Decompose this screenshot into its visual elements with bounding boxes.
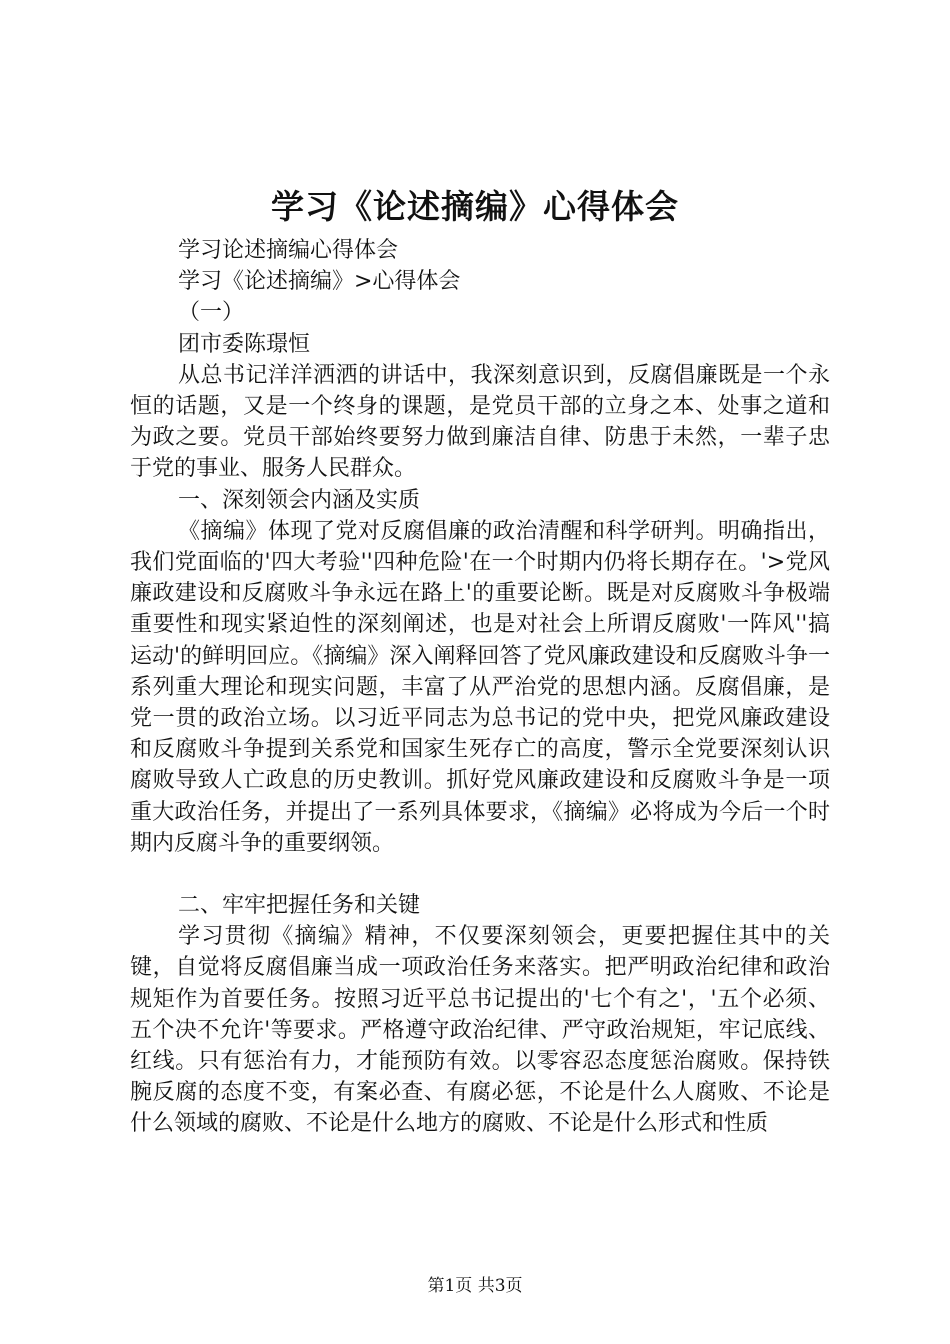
subtitle-line: 学习论述摘编心得体会 [178,238,399,263]
paragraph: 学习贯彻《摘编》精神，不仅要深刻领会，更要把握住其中的关键，自觉将反腐倡廉当成一项政治任务来落实。把严明政治纪律和政治规矩作为首要任务。按照习近平总书记提出的'七个有之'，'五个必须、五个决不允许'等要求。严格遵守政治纪律、严守政治规矩，牢记底线、红线。只有惩治有力，才能预防有效。以零容忍态度惩治腐败。保持铁腕反腐的态度不变，有案必查、有腐必惩，不论是什么人腐败、不论是什么领域的腐败、不论是什么地方的腐败、不论是什么形式和性质 [130,924,830,1137]
subtitle-line: 学习《论述摘编》>心得体会 [178,269,461,295]
document-body [130,235,830,1140]
section-number: （一） [178,300,245,326]
paragraph: 《摘编》体现了党对反腐倡廉的政治清醒和科学研判。明确指出，我们党面临的'四大考验''四种危险'在一个时期内仍将长期存在。'>党风廉政建设和反腐败斗争永远在路上'的重要论断。既是对反腐败斗争极端重要性和现实紧迫性的深刻阐述，也是对社会上所谓反腐败'一阵风''搞运动'的鲜明回应。《摘编》深入阐释回答了党风廉政建设和反腐败斗争一系列重大理论和现实问题，丰富了从严治党的思想内涵。反腐倡廉，是党一贯的政治立场。以习近平同志为总书记的党中央，把党风廉政建设和反腐败斗争提到关系党和国家生死存亡的高度，警示全党要深刻认识腐败导致人亡政息的历史教训。抓好党风廉政建设和反腐败斗争是一项重大政治任务，并提出了一系列具体要求，《摘编》必将成为今后一个时期内反腐斗争的重要纲领。 [130,518,830,856]
paragraph: 从总书记洋洋洒洒的讲话中，我深刻意识到，反腐倡廉既是一个永恒的话题，又是一个终身的课题，是党员干部的立身之本、处事之道和为政之要。党员干部始终要努力做到廉洁自律、防患于未然，一辈子忠于党的事业、服务人民群众。 [130,362,830,482]
document-title: 学习《论述摘编》心得体会 [271,187,679,226]
paragraph-gap [130,859,830,890]
author-line: 团市委陈璟恒 [178,331,311,357]
section-heading: 二、牢牢把握任务和关键 [178,893,421,919]
section-heading: 一、深刻领会内涵及实质 [178,487,421,513]
page-footer: 第1页 共3页 [427,1276,523,1296]
